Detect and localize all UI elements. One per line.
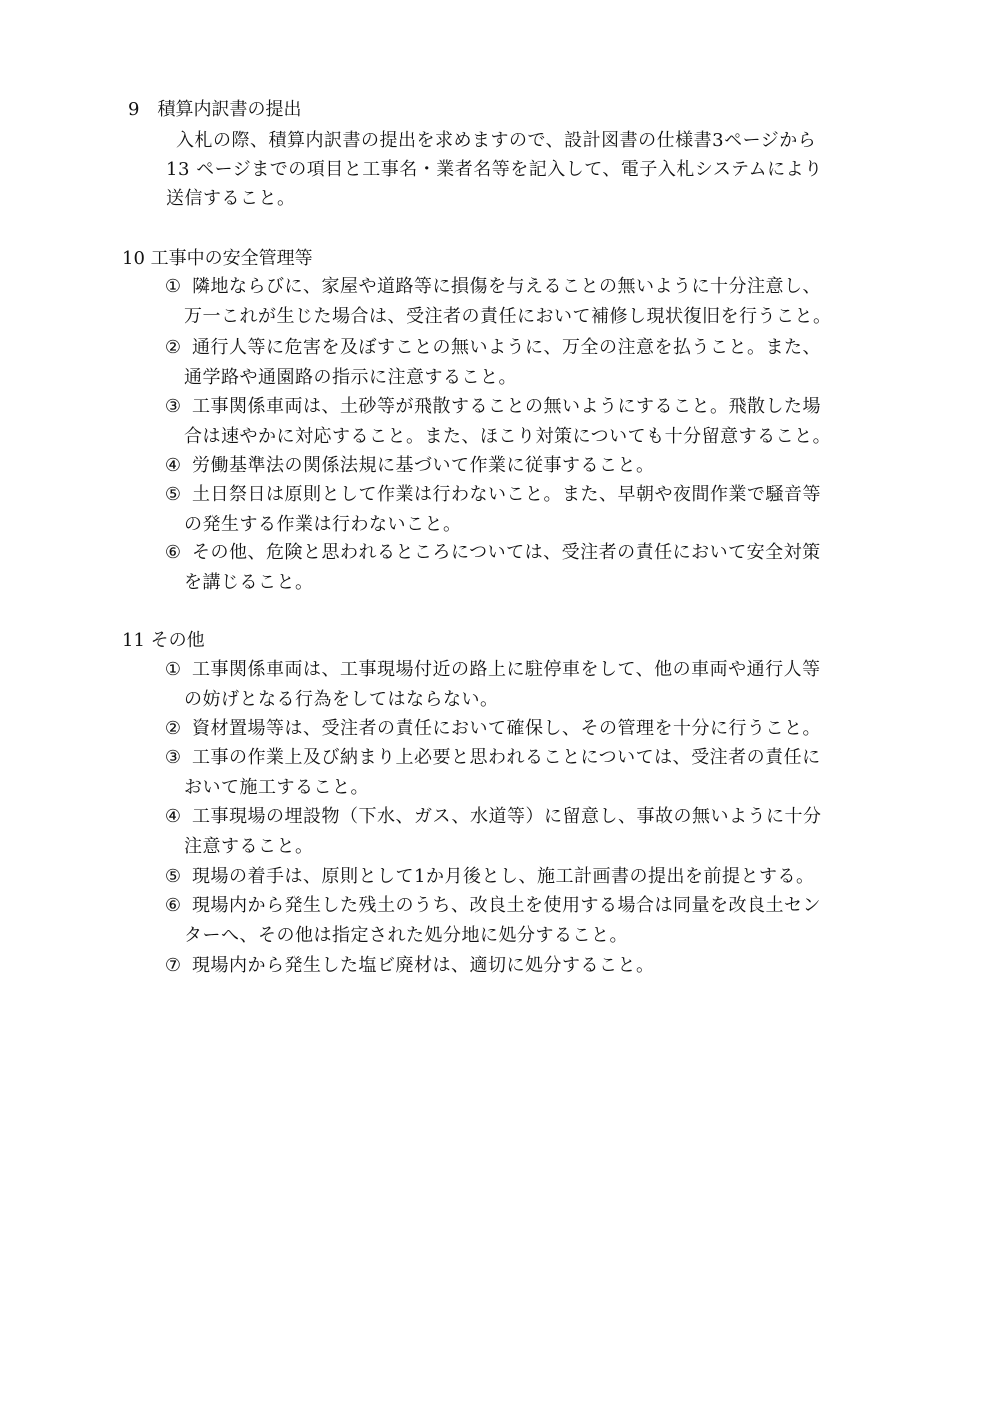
- section-9-paragraph-line-3: 送信すること。: [166, 188, 296, 209]
- item-text-line-2: 注意すること。: [184, 836, 314, 857]
- section-heading-11: 11 その他: [122, 630, 205, 651]
- item-text-line-2: 合は速やかに対応すること。また、ほこり対策についても十分留意すること。: [184, 426, 832, 447]
- section-heading-10: 10 工事中の安全管理等: [122, 248, 313, 269]
- item-text-line-1: その他、危険と思われるところについては、受注者の責任において安全対策: [192, 542, 821, 563]
- item-text-line-1: 工事の作業上及び納まり上必要と思われることについては、受注者の責任に: [192, 747, 821, 768]
- item-number: ②: [164, 337, 182, 358]
- item-text-line-1: 土日祭日は原則として作業は行わないこと。また、早朝や夜間作業で騒音等: [192, 484, 821, 505]
- item-text-line-1: 資材置場等は、受注者の責任において確保し、その管理を十分に行うこと。: [192, 718, 821, 739]
- item-number: ⑥: [164, 895, 182, 916]
- item-text-line-1: 現場の着手は、原則として1か月後とし、施工計画書の提出を前提とする。: [192, 866, 815, 887]
- item-number: ②: [164, 718, 182, 739]
- item-text-line-2: を講じること。: [184, 572, 314, 593]
- section-9-paragraph-line-1: 入札の際、積算内訳書の提出を求めますので、設計図書の仕様書3ページから: [176, 130, 817, 151]
- item-text-line-1: 労働基準法の関係法規に基づいて作業に従事すること。: [192, 455, 655, 476]
- item-text-line-1: 現場内から発生した残土のうち、改良土を使用する場合は同量を改良土セン: [192, 895, 821, 916]
- item-text-line-1: 現場内から発生した塩ビ廃材は、適切に処分すること。: [192, 955, 655, 976]
- item-text-line-1: 通行人等に危害を及ぼすことの無いように、万全の注意を払うこと。また、: [192, 337, 821, 358]
- item-number: ④: [164, 806, 182, 827]
- item-text-line-1: 工事関係車両は、土砂等が飛散することの無いようにすること。飛散した場: [192, 396, 821, 417]
- item-number: ③: [164, 747, 182, 768]
- item-number: ①: [164, 659, 182, 680]
- item-text-line-2: の妨げとなる行為をしてはならない。: [184, 689, 499, 710]
- item-text-line-2: の発生する作業は行わないこと。: [184, 514, 462, 535]
- item-text-line-2: 万一これが生じた場合は、受注者の責任において補修し現状復旧を行うこと。: [184, 306, 832, 327]
- item-number: ⑦: [164, 955, 182, 976]
- section-heading-9: 9 積算内訳書の提出: [128, 99, 302, 120]
- item-text-line-2: おいて施工すること。: [184, 777, 369, 798]
- item-number: ①: [164, 276, 182, 297]
- item-number: ③: [164, 396, 182, 417]
- item-text-line-2: 通学路や通園路の指示に注意すること。: [184, 367, 517, 388]
- section-9-paragraph-line-2: 13 ページまでの項目と工事名・業者名等を記入して、電子入札システムにより: [166, 159, 823, 180]
- item-text-line-1: 工事関係車両は、工事現場付近の路上に駐停車をして、他の車両や通行人等: [192, 659, 821, 680]
- item-number: ⑤: [164, 866, 182, 887]
- item-number: ⑥: [164, 542, 182, 563]
- item-number: ④: [164, 455, 182, 476]
- item-text-line-1: 工事現場の埋設物（下水、ガス、水道等）に留意し、事故の無いように十分: [192, 806, 822, 827]
- item-number: ⑤: [164, 484, 182, 505]
- item-text-line-1: 隣地ならびに、家屋や道路等に損傷を与えることの無いように十分注意し、: [192, 276, 821, 297]
- item-text-line-2: ターへ、その他は指定された処分地に処分すること。: [184, 925, 628, 946]
